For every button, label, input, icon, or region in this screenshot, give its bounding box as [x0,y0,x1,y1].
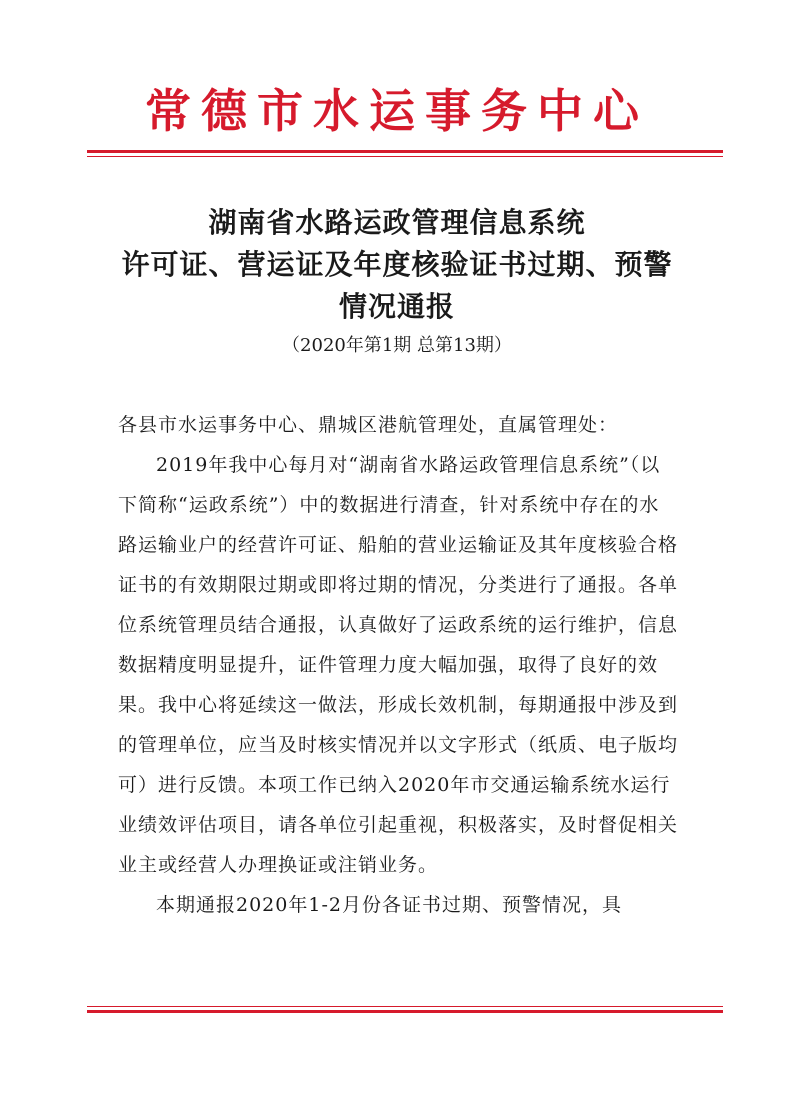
title-line-2: 许可证、营运证及年度核验证书过期、预警 [121,248,673,281]
issue-number: （2020年第1期 总第13期） [282,335,512,356]
header-rule-thick [87,150,723,153]
header-rule-thin [87,156,723,157]
recipients: 各县市水运事务中心、鼎城区港航管理处，直属管理处： [118,414,619,436]
org-header: 常德市水运事务中心 [145,84,649,138]
paragraph-1: 2019年我中心每月对“湖南省水路运政管理信息系统”（以下简称“运政系统”）中的数据进行清查，针对系统中存在的水路运输业户的经营许可证、船舶的营业运输证及其年度核验合格证书的有效期限过期或即将过期的情况，分类进行了通报。各单位系统管理员结合通报，认真做好了运政系统的运行维护，信息数据精度明显提升，证件管理力度大幅加强，取得了良好的效果。我中心将延续这一做法，形成长效机制，每期通报中涉及到的管理单位，应当及时核实情况并以文字形式（纸质、电子版均可）进行反馈。本项工作已纳入2020年市交通运输系统水运行业绩效评估项目，请各单位引起重视，积极落实，及时督促相关业主或经营人办理换证或注销业务。 [118,454,679,876]
title-line-1: 湖南省水路运政管理信息系统 [208,206,586,239]
title-block [0,202,794,360]
body-text [118,405,678,925]
title-line-3: 情况通报 [338,290,455,323]
footer-rule-thick [87,1010,723,1013]
paragraph-2: 本期通报2020年1-2月份各证书过期、预警情况，具 [156,894,622,916]
footer-rule-thin [87,1006,723,1007]
